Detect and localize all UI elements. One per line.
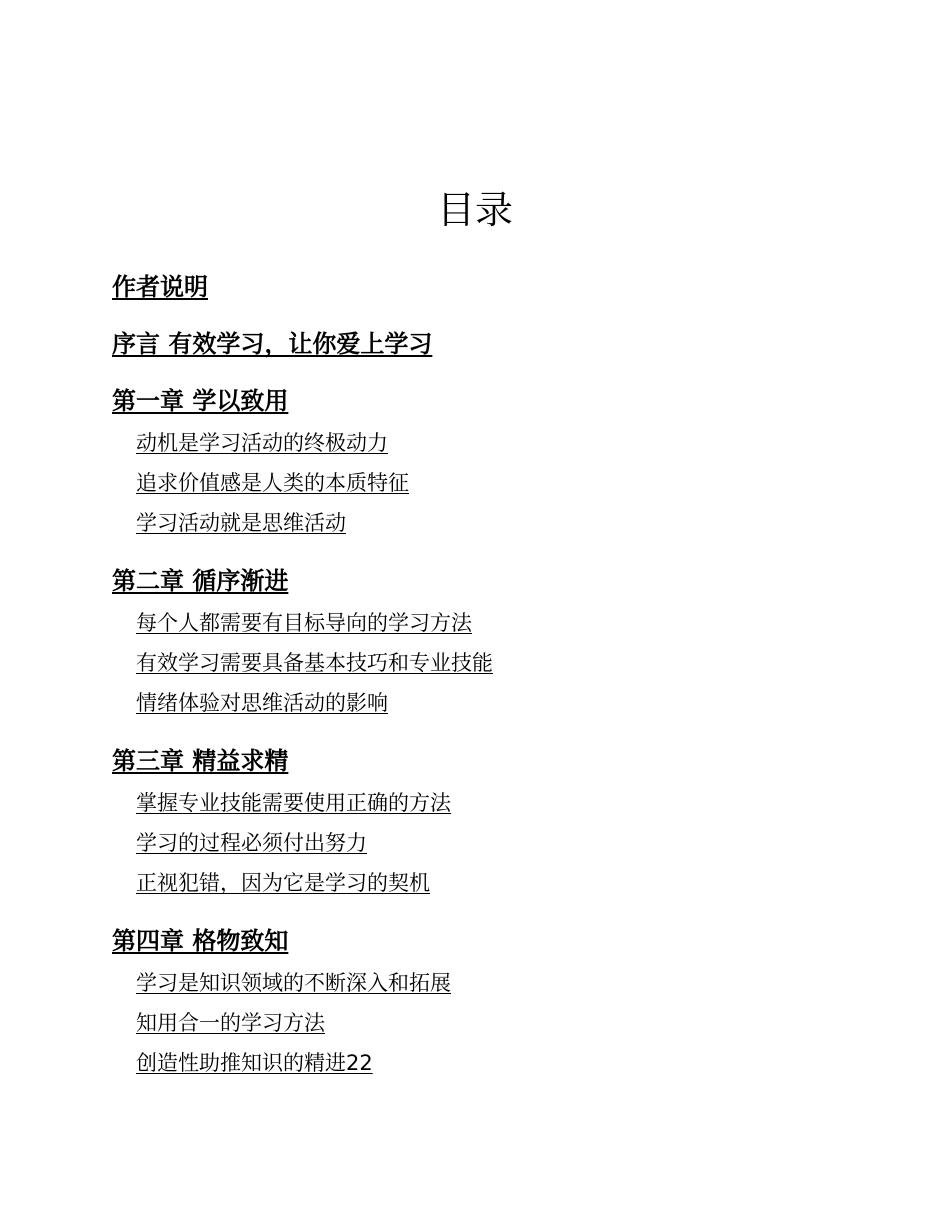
toc-row-section [112, 608, 872, 648]
toc-row-chapter-3 [112, 744, 872, 788]
toc-row-author-note [112, 270, 872, 327]
toc-link-preface[interactable]: 序言 有效学习，让你爱上学习 [112, 330, 433, 358]
toc-row-section [112, 1048, 872, 1088]
toc-row-section [112, 1008, 872, 1048]
toc-link-section-2-2[interactable]: 有效学习需要具备基本技巧和专业技能 [136, 651, 493, 675]
toc-row-section [112, 468, 872, 508]
toc-link-section-3-1[interactable]: 掌握专业技能需要使用正确的方法 [136, 791, 451, 815]
toc-link-section-4-1[interactable]: 学习是知识领域的不断深入和拓展 [136, 971, 451, 995]
toc-row-section [112, 648, 872, 688]
toc-row-section [112, 428, 872, 468]
toc-link-section-3-3[interactable]: 正视犯错，因为它是学习的契机 [136, 871, 430, 895]
toc-link-section-4-3[interactable]: 创造性助推知识的精进22 [136, 1051, 373, 1075]
toc-link-chapter-3[interactable]: 第三章 精益求精 [112, 747, 289, 775]
toc-row-preface [112, 327, 872, 384]
toc-row-section [112, 828, 872, 868]
toc-row-section [112, 688, 872, 744]
toc-row-chapter-1 [112, 384, 872, 428]
toc-row-chapter-4 [112, 924, 872, 968]
toc-link-chapter-4[interactable]: 第四章 格物致知 [112, 927, 289, 955]
toc-row-section [112, 508, 872, 564]
toc-row-section [112, 788, 872, 828]
toc-link-section-1-1[interactable]: 动机是学习活动的终极动力 [136, 431, 388, 455]
toc-link-author-note[interactable]: 作者说明 [112, 273, 208, 301]
toc-row-section [112, 868, 872, 924]
toc-link-section-2-3[interactable]: 情绪体验对思维活动的影响 [136, 691, 388, 715]
toc-link-chapter-2[interactable]: 第二章 循序渐进 [112, 567, 289, 595]
toc-row-section [112, 968, 872, 1008]
table-of-contents [112, 270, 872, 1088]
toc-link-chapter-1[interactable]: 第一章 学以致用 [112, 387, 289, 415]
toc-link-section-3-2[interactable]: 学习的过程必须付出努力 [136, 831, 367, 855]
toc-link-section-1-3[interactable]: 学习活动就是思维活动 [136, 511, 346, 535]
page-title: 目录 [436, 188, 513, 232]
toc-link-section-4-2[interactable]: 知用合一的学习方法 [136, 1011, 325, 1035]
toc-link-section-1-2[interactable]: 追求价值感是人类的本质特征 [136, 471, 409, 495]
toc-row-chapter-2 [112, 564, 872, 608]
toc-link-section-2-1[interactable]: 每个人都需要有目标导向的学习方法 [136, 611, 472, 635]
